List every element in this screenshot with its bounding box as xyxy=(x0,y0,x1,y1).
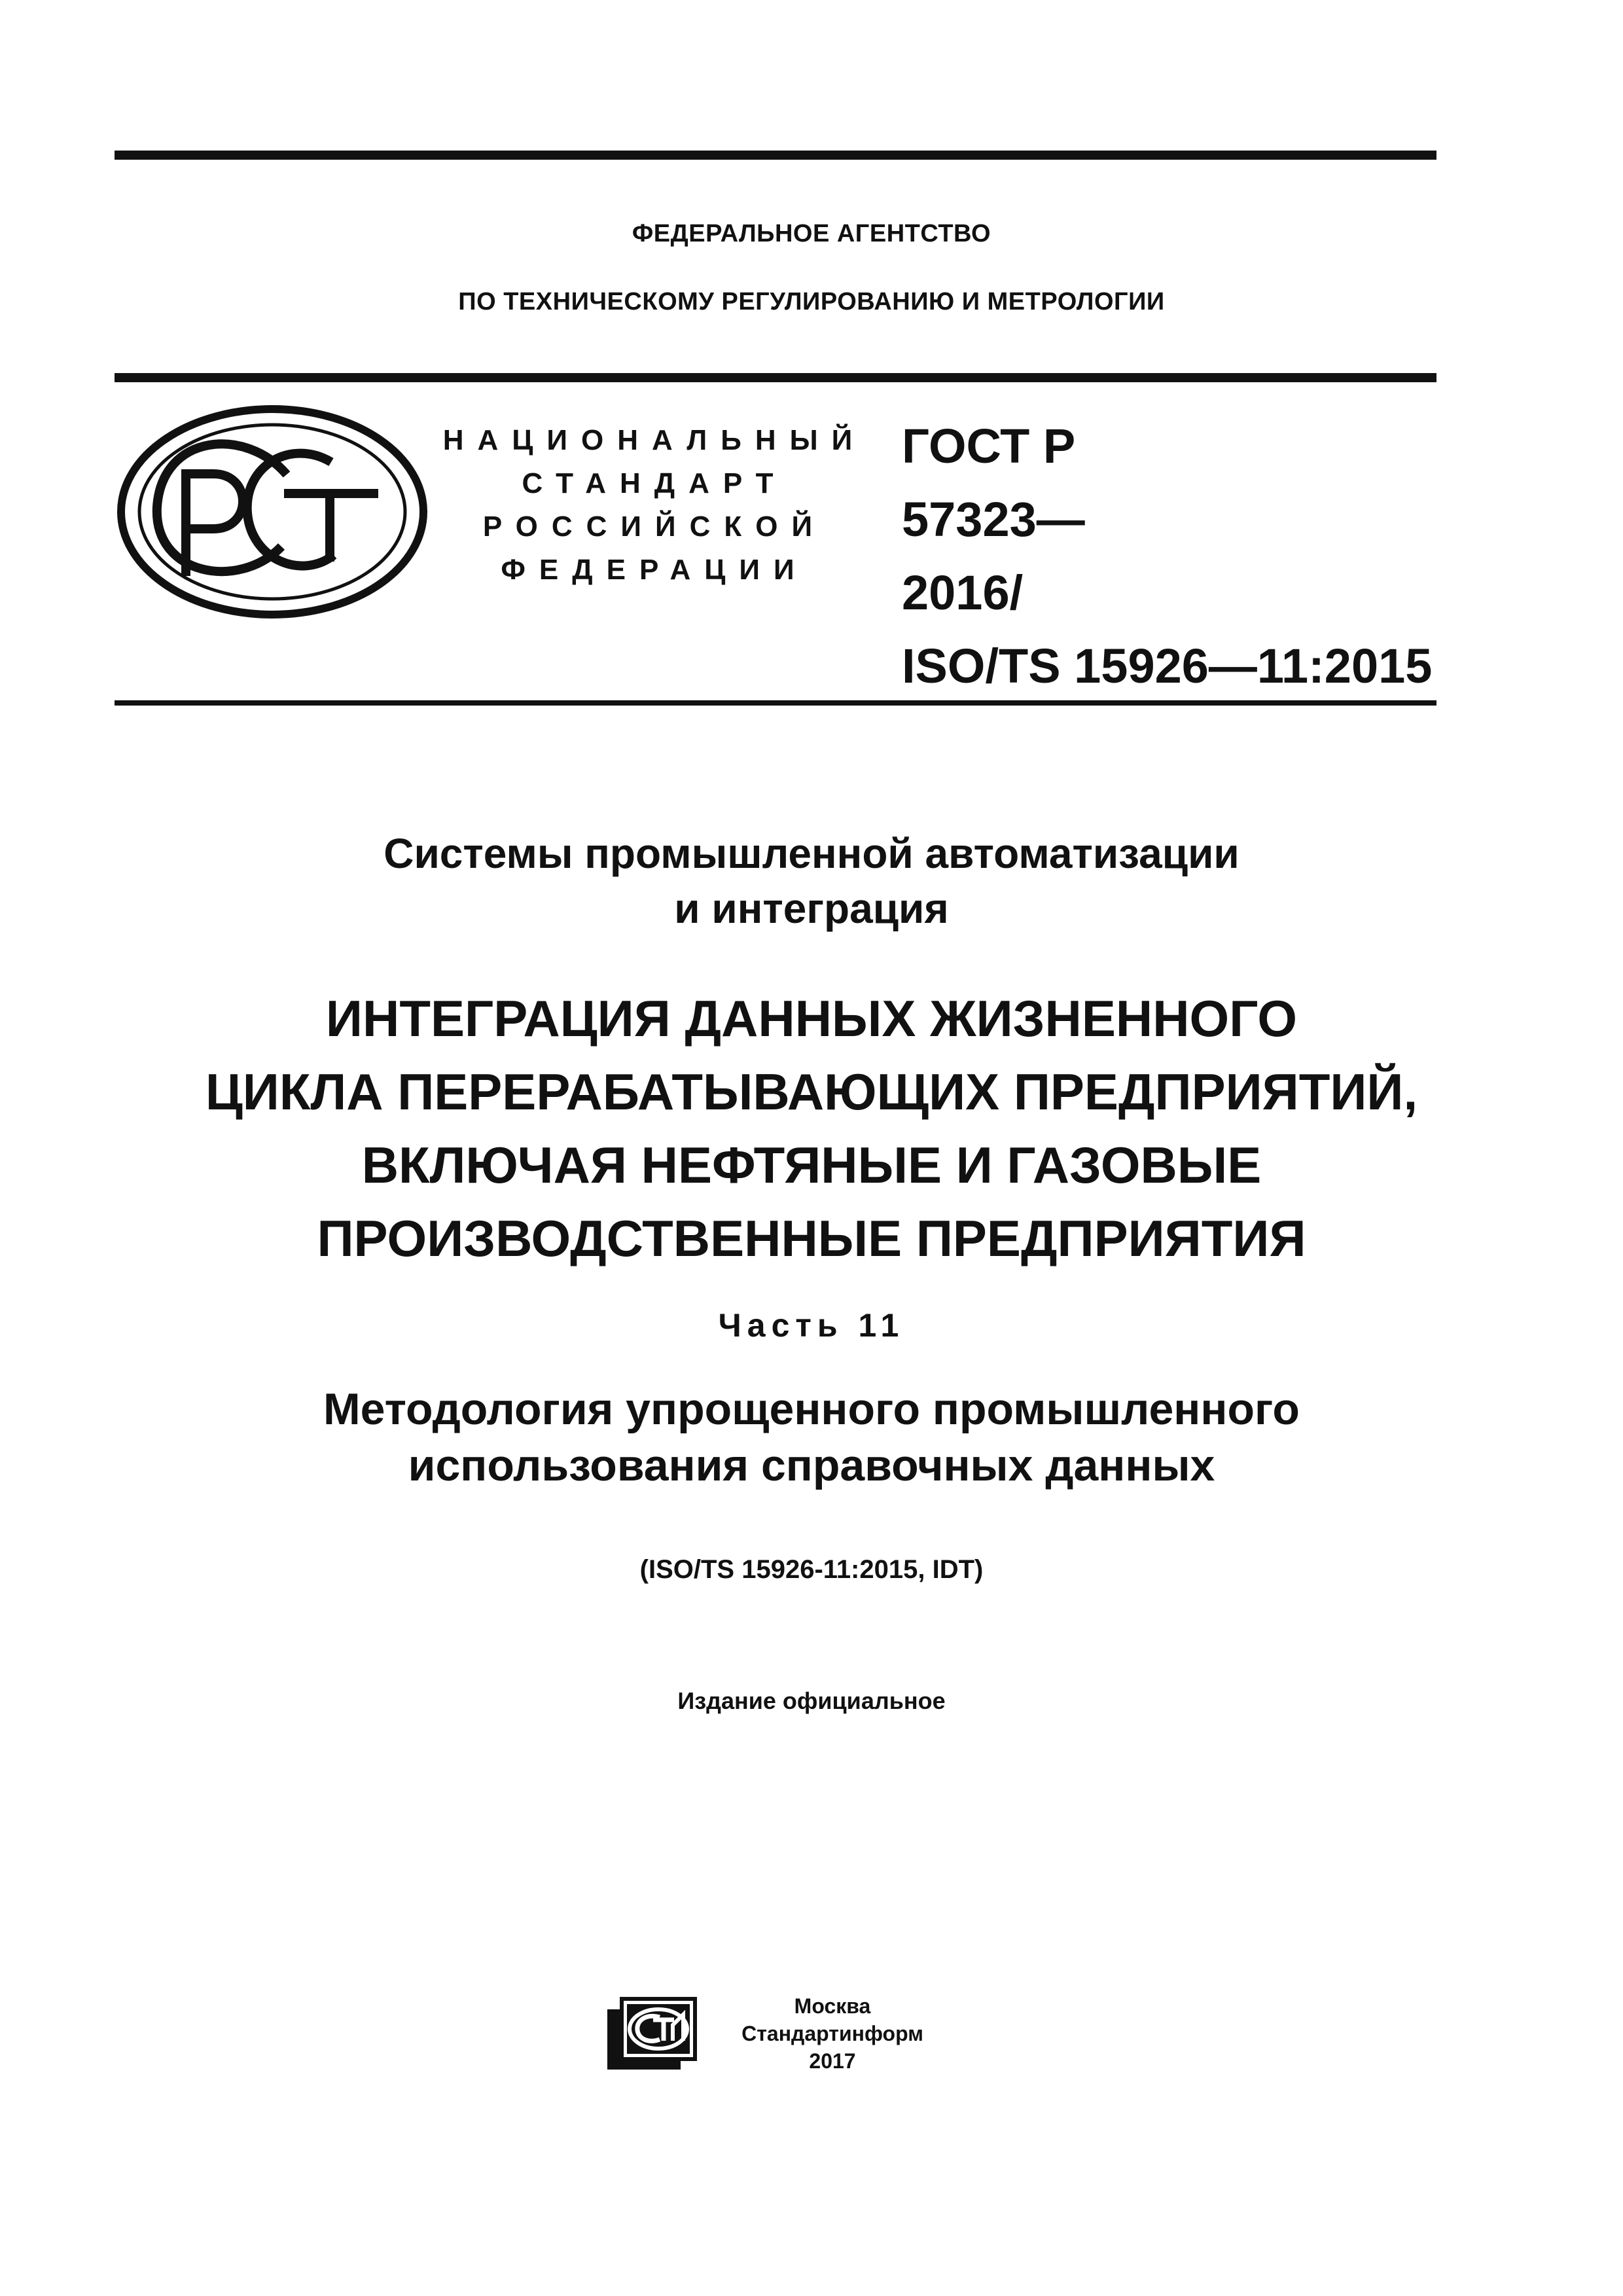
standard-code-block xyxy=(902,410,1432,703)
part-title-line-1: Методология упрощенного промышленного xyxy=(323,1384,1300,1434)
standard-code-line-3: 2016/ xyxy=(902,565,1024,620)
idt-reference: (ISO/TS 15926-11:2015, IDT) xyxy=(639,1555,984,1584)
standard-code-line-2: 57323— xyxy=(902,492,1085,547)
header-rule xyxy=(115,373,1436,382)
main-title-line-4: ПРОИЗВОДСТВЕННЫЕ ПРЕДПРИЯТИЯ xyxy=(317,1210,1306,1267)
national-line-2: СТАНДАРТ xyxy=(522,467,787,499)
part-number: Часть 11 xyxy=(718,1307,905,1344)
standard-code-line-4: ISO/TS 15926—11:2015 xyxy=(902,639,1433,693)
subtitle-line-2: и интеграция xyxy=(674,885,949,932)
code-rule xyxy=(115,700,1436,706)
top-rule xyxy=(115,151,1436,160)
part-title-line-2: использования справочных данных xyxy=(408,1441,1215,1490)
agency-line-2: ПО ТЕХНИЧЕСКОМУ РЕГУЛИРОВАНИЮ И МЕТРОЛОГИИ xyxy=(458,288,1165,315)
publisher-name: Стандартинформ xyxy=(741,2022,923,2045)
standartinform-logo-icon xyxy=(607,1995,711,2070)
national-line-1: НАЦИОНАЛЬНЫЙ xyxy=(442,424,866,456)
main-title-line-2: ЦИКЛА ПЕРЕРАБАТЫВАЮЩИХ ПРЕДПРИЯТИЙ, xyxy=(205,1063,1418,1121)
national-standard-block xyxy=(432,419,877,592)
publisher-city: Москва xyxy=(794,1994,871,2018)
national-line-4: ФЕДЕРАЦИИ xyxy=(501,554,808,586)
main-title-line-1: ИНТЕГРАЦИЯ ДАННЫХ ЖИЗНЕННОГО xyxy=(325,990,1298,1047)
subtitle-line-1: Системы промышленной автоматизации xyxy=(383,830,1240,877)
rst-emblem-icon xyxy=(115,401,429,623)
agency-line-1: ФЕДЕРАЛЬНОЕ АГЕНТСТВО xyxy=(632,220,991,247)
national-line-3: РОССИЙСКОЙ xyxy=(482,511,827,543)
main-title-line-3: ВКЛЮЧАЯ НЕФТЯНЫЕ И ГАЗОВЫЕ xyxy=(361,1136,1262,1194)
edition-note: Издание официальное xyxy=(677,1687,946,1714)
standard-code-line-1: ГОСТ Р xyxy=(902,419,1076,473)
publisher-block xyxy=(728,1992,937,2075)
publisher-year: 2017 xyxy=(809,2049,856,2073)
